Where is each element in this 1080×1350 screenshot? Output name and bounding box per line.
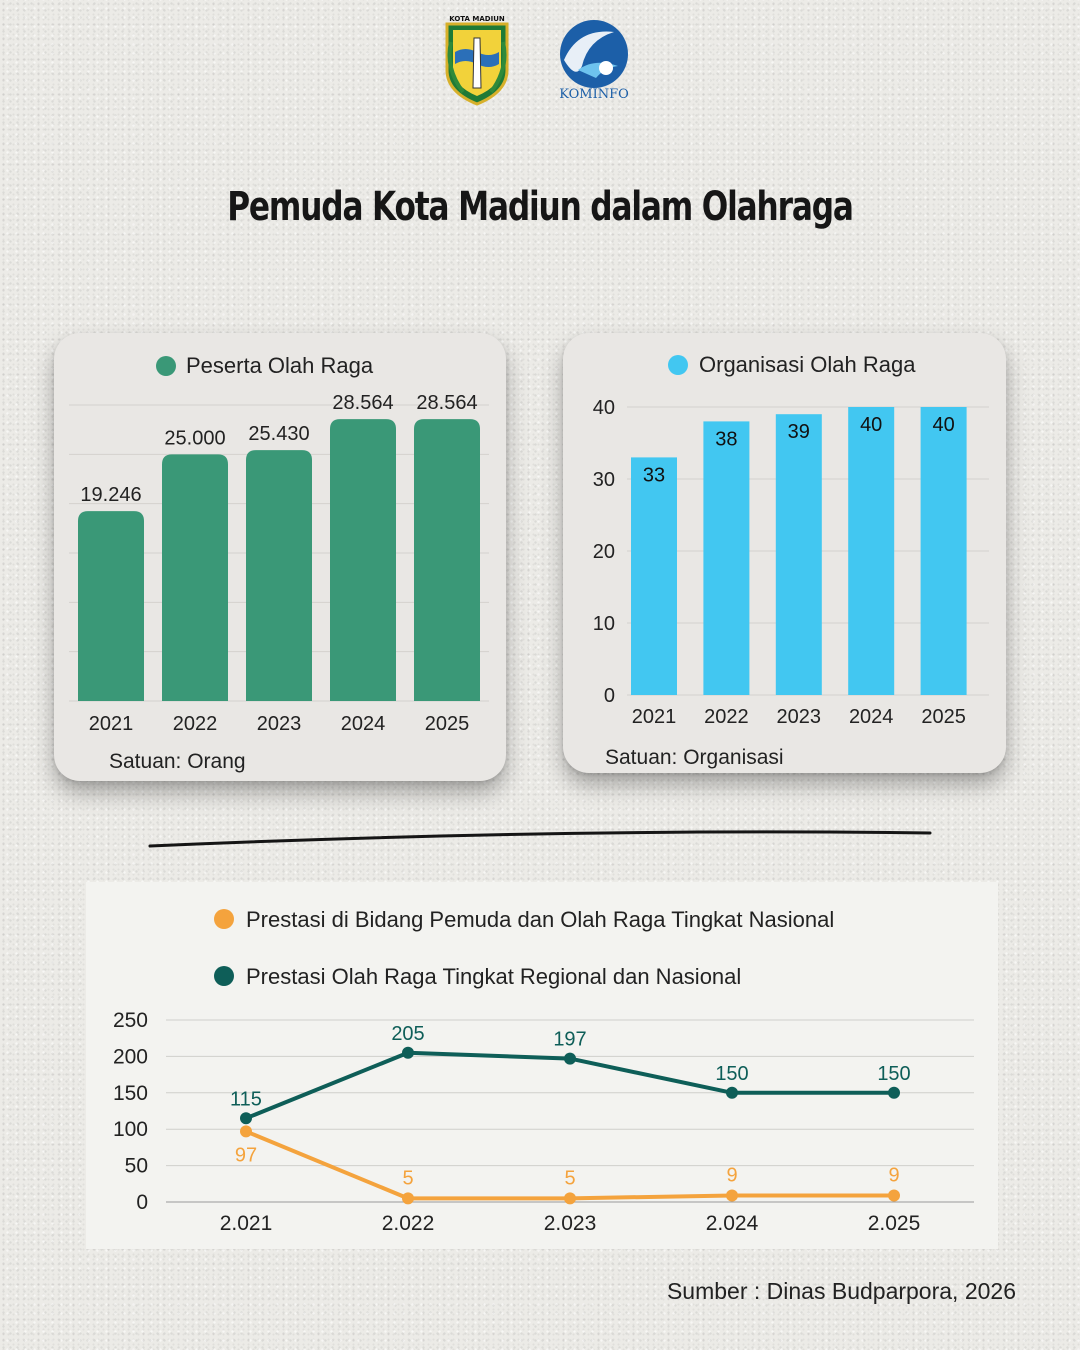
data-label: 25.430: [248, 423, 310, 446]
y-tick-label: 250: [112, 1009, 148, 1032]
data-point: [240, 1112, 252, 1124]
svg-text:KOMINFO: KOMINFO: [559, 87, 629, 102]
legend-label: Peserta Olah Raga: [186, 353, 374, 378]
data-label: 197: [553, 1028, 587, 1051]
x-tick-label: 2.022: [381, 1212, 435, 1235]
data-point: [564, 1192, 576, 1204]
data-label: 5: [402, 1167, 414, 1190]
x-tick-label: 2.024: [705, 1212, 759, 1235]
x-tick-label: 2022: [172, 713, 218, 735]
unit-note: Satuan: Organisasi: [605, 746, 784, 769]
y-tick-label: 150: [112, 1081, 148, 1105]
x-tick-label: 2024: [340, 713, 386, 735]
x-tick-label: 2.023: [543, 1212, 597, 1235]
data-point: [888, 1189, 900, 1201]
data-point: [888, 1087, 900, 1099]
y-tick-label: 200: [112, 1045, 148, 1069]
data-point: [240, 1125, 252, 1137]
data-label: 150: [877, 1062, 911, 1085]
x-tick-label: 2.025: [867, 1212, 921, 1235]
data-label: 39: [787, 421, 810, 444]
data-label: 40: [860, 414, 883, 436]
data-label: 40: [932, 414, 955, 436]
data-point: [402, 1047, 414, 1059]
data-label: 9: [888, 1164, 900, 1187]
x-tick-label: 2022: [704, 706, 749, 728]
x-tick-label: 2021: [88, 713, 134, 735]
legend-label: Prestasi Olah Raga Tingkat Regional dan Nasional: [246, 964, 742, 989]
data-point: [564, 1053, 576, 1065]
prestasi-chart-panel: [86, 882, 998, 1249]
legend-label: Organisasi Olah Raga: [699, 352, 916, 377]
data-label: 150: [715, 1062, 749, 1085]
legend-marker: [214, 966, 234, 986]
y-tick-label: 10: [592, 613, 615, 635]
data-label: 33: [642, 464, 666, 487]
prestasi-line-chart: [86, 882, 998, 1249]
page-title: Pemuda Kota Madiun dalam Olahraga: [227, 184, 853, 230]
data-point: [402, 1192, 414, 1204]
y-tick-label: 100: [112, 1118, 148, 1142]
x-tick-label: 2025: [424, 713, 470, 735]
legend-label: Prestasi di Bidang Pemuda dan Olah Raga Tingkat Nasional: [246, 907, 835, 932]
y-tick-label: 40: [592, 397, 615, 419]
legend-marker: [214, 909, 234, 929]
svg-text:KOTA MADIUN: KOTA MADIUN: [449, 15, 505, 23]
data-label: 38: [715, 428, 738, 451]
y-tick-label: 30: [592, 469, 615, 491]
data-label: 9: [726, 1164, 738, 1187]
y-tick-label: 0: [136, 1191, 148, 1214]
y-tick-label: 0: [603, 685, 615, 707]
x-tick-label: 2.021: [219, 1212, 273, 1235]
data-label: 97: [234, 1144, 258, 1167]
data-point: [726, 1189, 738, 1201]
data-label: 28.564: [416, 392, 478, 415]
data-label: 19.246: [80, 484, 142, 507]
source-note: Sumber : Dinas Budparpora, 2026: [666, 1278, 1016, 1304]
x-tick-label: 2023: [256, 713, 302, 735]
unit-note: Satuan: Orang: [109, 750, 246, 773]
x-tick-label: 2021: [631, 706, 677, 728]
y-tick-label: 20: [592, 541, 615, 563]
y-tick-label: 50: [124, 1154, 148, 1178]
x-tick-label: 2023: [776, 706, 822, 728]
data-point: [726, 1087, 738, 1099]
data-label: 28.564: [332, 392, 394, 415]
data-label: 5: [564, 1167, 576, 1190]
x-tick-label: 2024: [848, 706, 894, 728]
data-label: 205: [391, 1022, 425, 1045]
data-label: 25.000: [164, 427, 226, 450]
x-tick-label: 2025: [921, 706, 966, 728]
data-label: 115: [230, 1088, 262, 1111]
